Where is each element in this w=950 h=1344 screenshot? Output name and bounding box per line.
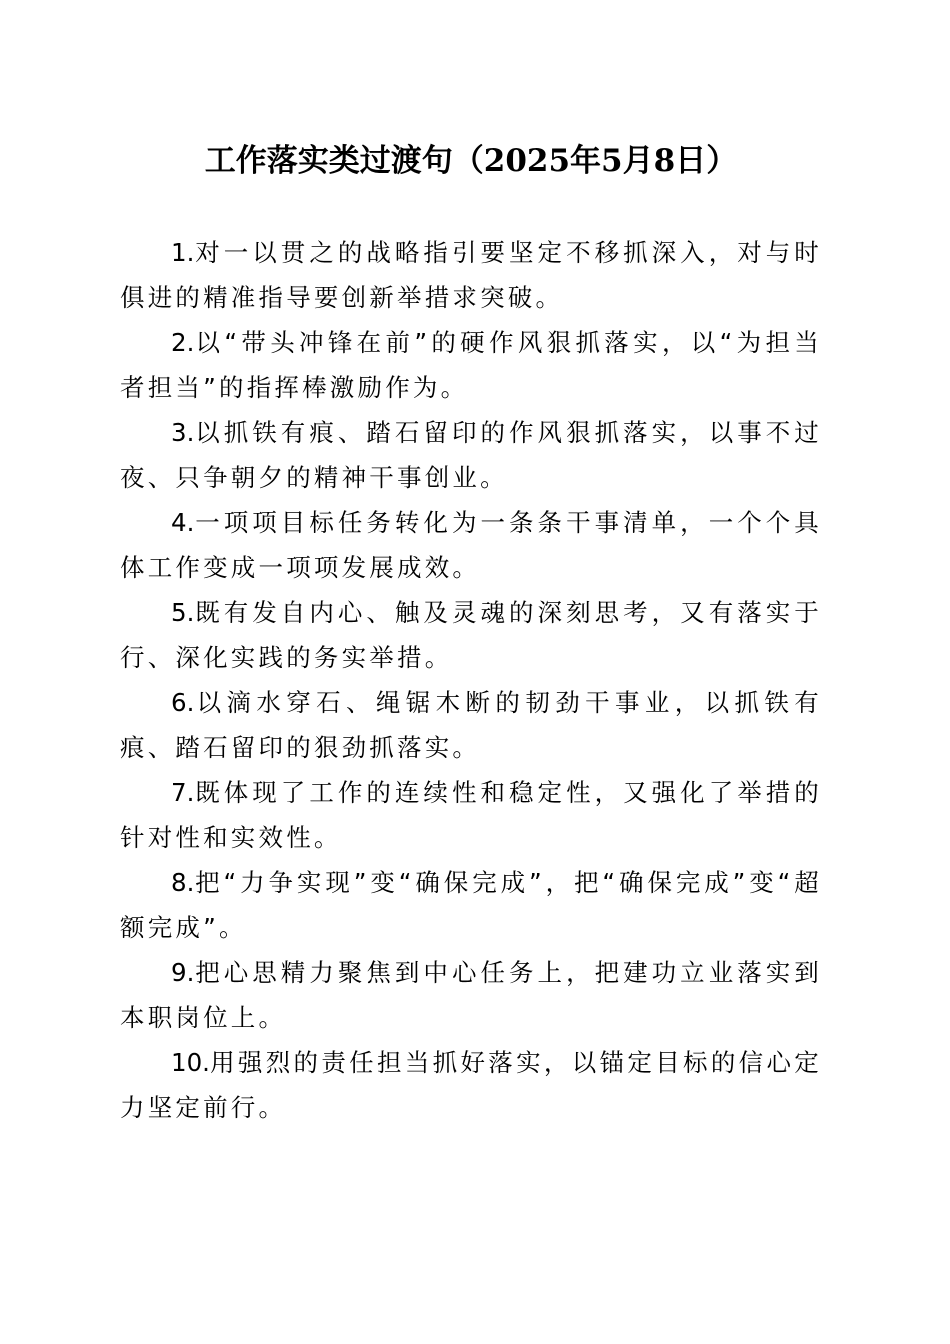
item-number: 4. [171,508,195,537]
document-title: 工作落实类过渡句（2025年5月8日） [204,143,738,179]
list-item [120,230,822,320]
list-item [120,590,822,680]
item-number: 6. [171,688,195,717]
item-text: 把心思精力聚焦到中心任务上，把建功立业落实到本职岗位上。 [120,958,822,1032]
list-item [120,410,822,500]
item-number: 3. [171,418,195,447]
item-number: 2. [171,328,195,357]
item-text: 以滴水穿石、绳锯木断的韧劲干事业，以抓铁有痕、踏石留印的狠劲抓落实。 [120,688,822,762]
list-item [120,860,822,950]
item-text: 以“带头冲锋在前”的硬作风狠抓落实，以“为担当者担当”的指挥棒激励作为。 [120,328,822,402]
list-item [120,950,822,1040]
item-number: 10. [171,1048,210,1077]
item-number: 5. [171,598,195,627]
item-text: 以抓铁有痕、踏石留印的作风狠抓落实，以事不过夜、只争朝夕的精神干事创业。 [120,418,822,492]
list-item [120,1040,822,1130]
item-text: 把“力争实现”变“确保完成”，把“确保完成”变“超额完成”。 [120,868,822,942]
item-number: 7. [171,778,195,807]
item-number: 9. [171,958,195,987]
item-text: 用强烈的责任担当抓好落实，以锚定目标的信心定力坚定前行。 [120,1048,822,1122]
item-text: 既体现了工作的连续性和稳定性，又强化了举措的针对性和实效性。 [120,778,822,852]
list-item [120,680,822,770]
list-item [120,320,822,410]
item-text: 既有发自内心、触及灵魂的深刻思考，又有落实于行、深化实践的务实举措。 [120,598,822,672]
sentence-list [120,230,822,1130]
item-text: 对一以贯之的战略指引要坚定不移抓深入，对与时俱进的精准指导要创新举措求突破。 [120,238,822,312]
item-number: 8. [171,868,195,897]
item-number: 1. [171,238,195,267]
list-item [120,500,822,590]
list-item [120,770,822,860]
item-text: 一项项目标任务转化为一条条干事清单，一个个具体工作变成一项项发展成效。 [120,508,822,582]
